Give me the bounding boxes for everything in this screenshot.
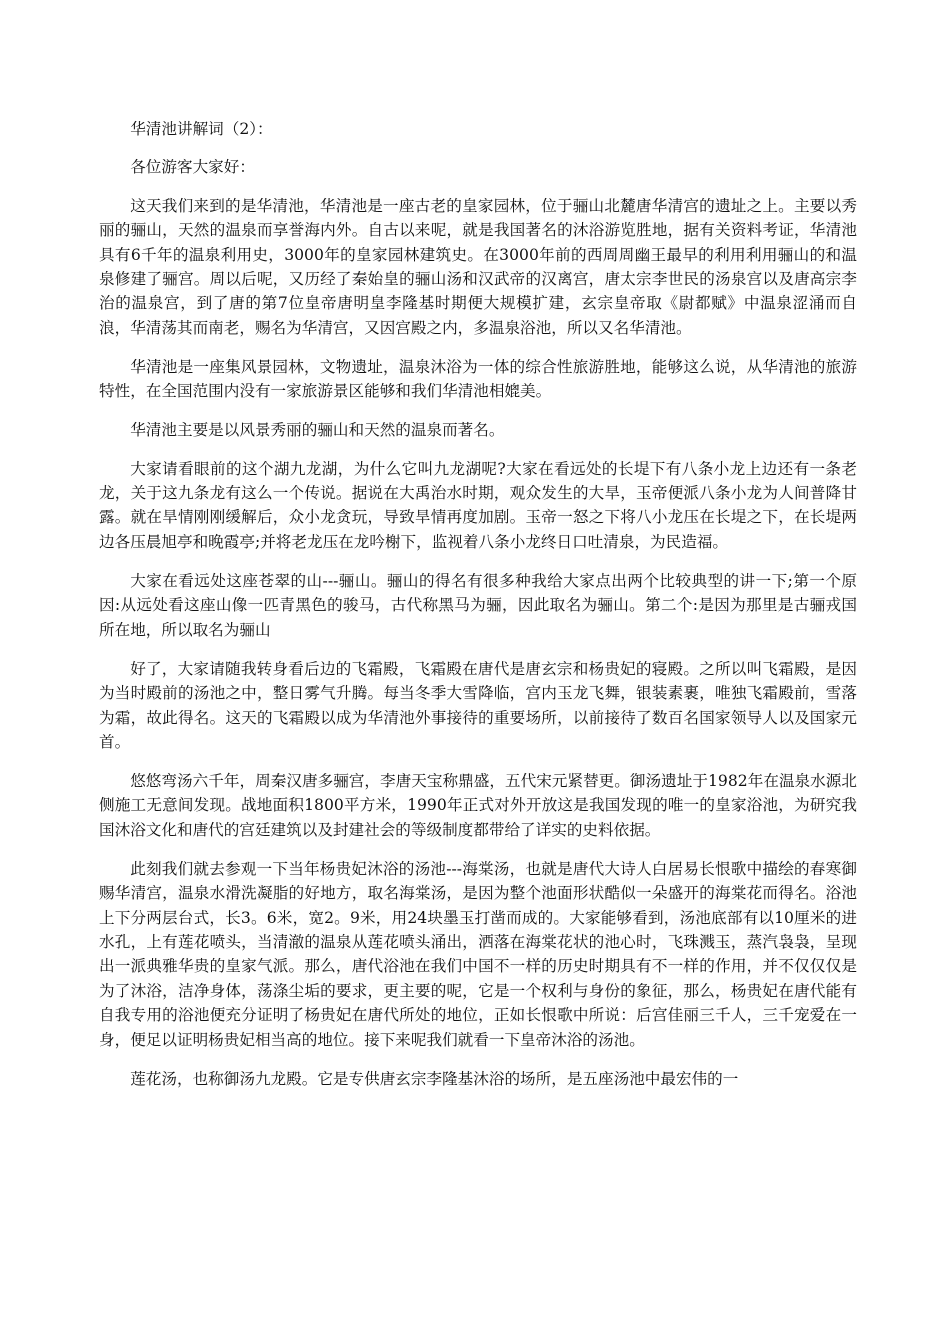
- document-title: 华清池讲解词（2）：: [130, 120, 273, 138]
- paragraph-lotus-pool: 莲花汤，也称御汤九龙殿。它是专供唐玄宗李隆基沐浴的场所，是五座汤池中最宏伟的一: [130, 1069, 739, 1088]
- paragraph-feishuang-hall: 好了，大家请随我转身看后边的飞霜殿，飞霜殿在唐代是唐玄宗和杨贵妃的寝殿。之所以叫飞霜殿，是因为当时殿前的汤池之中，整日雾气升腾。每当冬季大雪降临，宫内玉龙飞舞，银装素裹，唯独飞霜殿前，雪落为霜，故此得名。这天的飞霜殿以成为华清池外事接待的重要场所，以前接待了数百名国家领导人以及国家元首。: [99, 659, 857, 751]
- paragraph-overview: 华清池是一座集风景园林，文物遗址，温泉沐浴为一体的综合性旅游胜地，能够这么说，从华清池的旅游特性，在全国范围内没有一家旅游景区能够和我们华清池相媲美。: [99, 357, 857, 401]
- document-body: [99, 117, 857, 1106]
- paragraph-jiulong-lake: 大家请看眼前的这个湖九龙湖，为什么它叫九龙湖呢?大家在看远处的长堤下有八条小龙上边还有一条老龙，关于这九条龙有这么一个传说。据说在大禹治水时期，观众发生的大旱，玉帝便派八条小龙为人间普降甘露。就在旱情刚刚缓解后，众小龙贪玩，导致旱情再度加剧。玉帝一怒之下将八小龙压在长堤之下，在长堤两边各压晨旭亭和晚霞亭;并将老龙压在龙吟榭下，监视着八条小龙终日口吐清泉，为民造福。: [99, 459, 857, 551]
- paragraph-intro: 这天我们来到的是华清池，华清池是一座古老的皇家园林，位于骊山北麓唐华清宫的遗址之上。主要以秀丽的骊山，天然的温泉而享誉海内外。自古以来呢，就是我国著名的沐浴游览胜地，据有关资料考证，华清池具有6千年的温泉利用史，3000年的皇家园林建筑史。在3000年前的西周周幽王最早的利用利用骊山的和温泉修建了骊宫。周以后呢，又历经了秦始皇的骊山汤和汉武帝的汉离宫，唐太宗李世民的汤泉宫以及唐高宗李治的温泉宫，到了唐的第7位皇帝唐明皇李隆基时期便大规模扩建，玄宗皇帝取《尉都赋》中温泉涩涌而自浪，华清荡其而南老，赐名为华清宫，又因宫殿之内，多温泉浴池，所以又名华清池。: [99, 196, 857, 337]
- greeting: 各位游客大家好：: [130, 158, 255, 177]
- paragraph-fame: 华清池主要是以风景秀丽的骊山和天然的温泉而著名。: [130, 421, 505, 440]
- paragraph-imperial-bath-ruins: 悠悠弯汤六千年，周秦汉唐多骊宫，李唐天宝称鼎盛，五代宋元紧替更。御汤遗址于1982年在温泉水源北侧施工无意间发现。战地面积1800平方米，1990年正式对外开放这是我国发现的唯一的皇家浴池，为研究我国沐浴文化和唐代的宫廷建筑以及封建社会的等级制度都带给了详实的史料依据。: [99, 771, 857, 839]
- paragraph-haitang-pool: 此刻我们就去参观一下当年杨贵妃沐浴的汤池---海棠汤，也就是唐代大诗人白居易长恨歌中描绘的春寒御赐华清宫，温泉水滑洗凝脂的好地方，取名海棠汤，是因为整个池面形状酷似一朵盛开的海棠花而得名。浴池上下分两层台式，长3。6米，宽2。9米，用24块墨玉打凿而成的。大家能够看到，汤池底部有以10厘米的进水孔，上有莲花喷头，当清澈的温泉从莲花喷头涌出，洒落在海棠花状的池心时，飞珠溅玉，蒸汽袅袅，呈现出一派典雅华贵的皇家气派。那么，唐代浴池在我们中国不一样的历史时期具有不一样的作用，并不仅仅仅是为了沐浴，洁净身体，荡涤尘垢的要求，更主要的呢，它是一个权利与身份的象征，那么，杨贵妃在唐代能有自我专用的浴池便充分证明了杨贵妃在唐代所处的地位，正如长恨歌中所说：后宫佳丽三千人，三千宠爱在一身，便足以证明杨贵妃相当高的地位。接下来呢我们就看一下皇帝沐浴的汤池。: [99, 859, 857, 1049]
- paragraph-lishan: 大家在看远处这座苍翠的山---骊山。骊山的得名有很多种我给大家点出两个比较典型的讲一下;第一个原因:从远处看这座山像一匹青黑色的骏马，古代称黑马为骊，因此取名为骊山。第二个:是因为那里是古骊戎国所在地，所以取名为骊山: [99, 571, 857, 639]
